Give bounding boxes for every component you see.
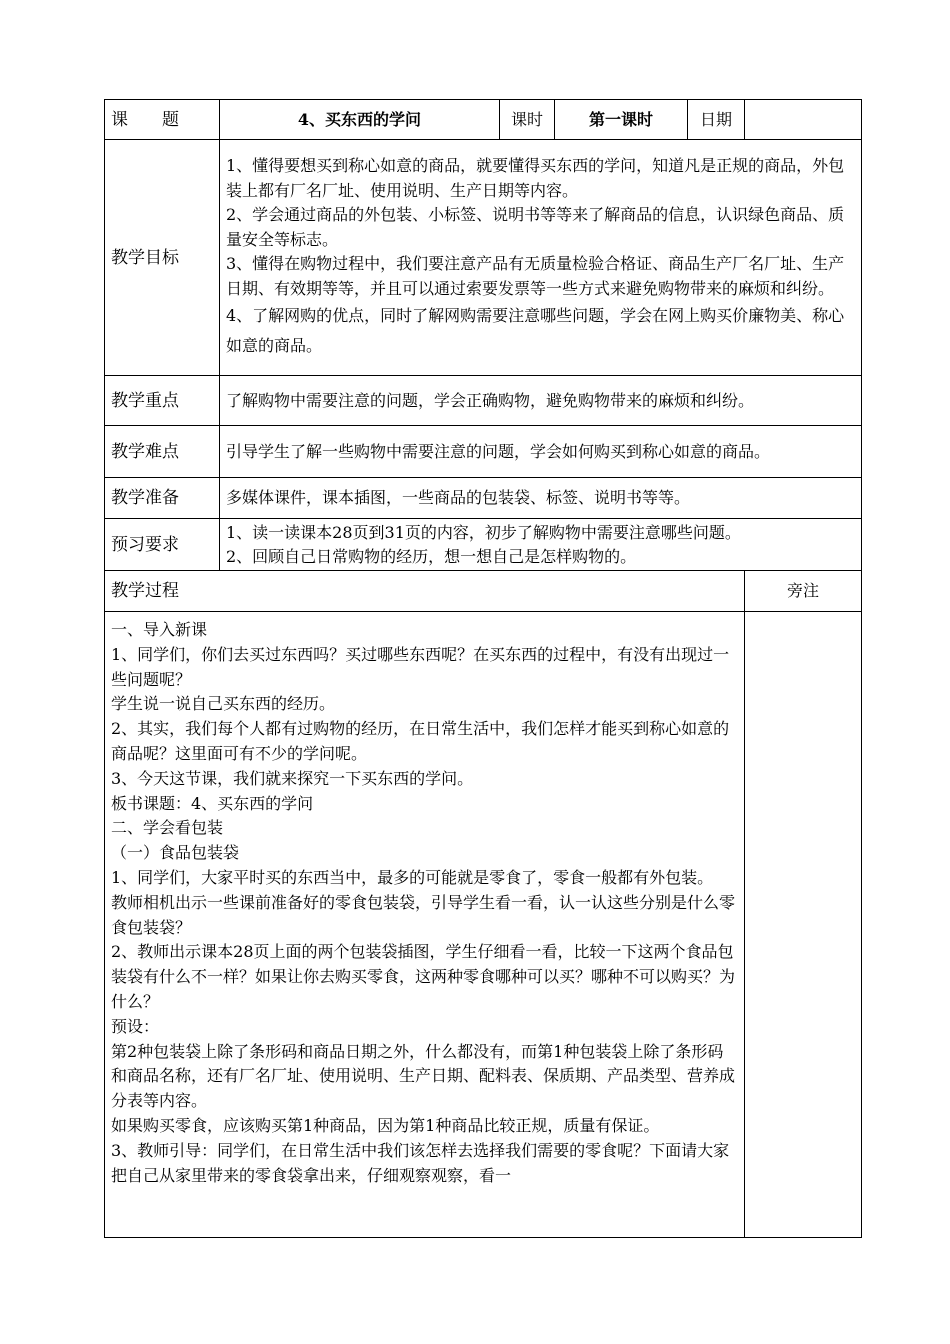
process-paragraph: 2、教师出示课本28页上面的两个包装袋插图，学生仔细看一看，比较一下这两个食品包装袋有什么不一样？如果让你去购买零食，这两种零食哪种可以买？哪种不可以购买？为什么？	[111, 942, 736, 1011]
preview-label: 预习要求	[105, 519, 220, 571]
preview-item: 1、读一读课本28页到31页的内容，初步了解购物中需要注意哪些问题。	[226, 522, 741, 542]
notes-label: 旁注	[745, 571, 862, 612]
goal-item: 1、懂得要想买到称心如意的商品，就要懂得买东西的学问，知道凡是正规的商品，外包装上都有厂名厂址、使用说明、生产日期等内容。	[226, 156, 845, 200]
notes-content	[745, 612, 862, 1238]
period-value: 第一课时	[555, 100, 688, 140]
process-label: 教学过程	[105, 571, 745, 612]
preview-item: 2、回顾自己日常购物的经历，想一想自己是怎样购物的。	[226, 546, 637, 566]
difficulties-label: 教学难点	[105, 426, 220, 478]
preview-row	[105, 519, 862, 571]
process-paragraph: 学生说一说自己买东西的经历。	[111, 694, 336, 714]
key-points-row	[105, 376, 862, 426]
process-paragraph: 第2种包装袋上除了条形码和商品日期之外，什么都没有，而第1种包装袋上除了条形码和商品名称，还有厂名厂址、使用说明、生产日期、配料表、保质期、产品类型、营养成分表等内容。	[111, 1041, 736, 1111]
process-paragraph: 3、教师引导：同学们，在日常生活中我们该怎样去选择我们需要的零食呢？下面请大家把自己从家里带来的零食袋拿出来，仔细观察观察，看一	[111, 1140, 730, 1185]
goal-item: 2、学会通过商品的外包装、小标签、说明书等等来了解商品的信息，认识绿色商品、质量安全等标志。	[226, 205, 845, 249]
lesson-plan-page	[104, 99, 861, 1238]
process-paragraph: 二、学会看包装	[111, 818, 224, 838]
process-header-row	[105, 571, 862, 612]
preparation-row	[105, 478, 862, 519]
process-content	[105, 612, 745, 1238]
key-points-label: 教学重点	[105, 376, 220, 426]
process-paragraph: 3、今天这节课，我们就来探究一下买东西的学问。	[111, 768, 474, 788]
goal-item: 3、懂得在购物过程中，我们要注意产品有无质量检验合格证、商品生产厂名厂址、生产日期、有效期等等，并且可以通过索要发票等一些方式来避免购物带来的麻烦和纠纷。	[226, 254, 845, 298]
header-row	[105, 100, 862, 140]
key-points-content: 了解购物中需要注意的问题，学会正确购物，避免购物带来的麻烦和纠纷。	[220, 376, 862, 426]
lesson-plan-table	[104, 99, 862, 1238]
process-paragraph: 板书课题：4、买东西的学问	[111, 793, 314, 813]
process-row	[105, 612, 862, 1238]
preview-content	[220, 519, 862, 571]
date-value	[745, 100, 862, 140]
topic-label: 课 题	[105, 100, 220, 140]
goals-content	[220, 140, 862, 376]
goals-label: 教学目标	[105, 140, 220, 376]
goal-item: 4、了解网购的优点，同时了解网购需要注意哪些问题，学会在网上购买价廉物美、称心如意的商品。	[226, 306, 845, 355]
process-paragraph: 预设：	[111, 1016, 160, 1036]
difficulties-row	[105, 426, 862, 478]
date-label: 日期	[688, 100, 745, 140]
difficulties-content: 引导学生了解一些购物中需要注意的问题，学会如何购买到称心如意的商品。	[220, 426, 862, 478]
preparation-label: 教学准备	[105, 478, 220, 519]
period-label: 课时	[500, 100, 555, 140]
process-paragraph: 1、同学们，大家平时买的东西当中，最多的可能就是零食了，零食一般都有外包装。	[111, 867, 714, 887]
preparation-content: 多媒体课件，课本插图，一些商品的包装袋、标签、说明书等等。	[220, 478, 862, 519]
process-paragraph: 1、同学们，你们去买过东西吗？买过哪些东西呢？在买东西的过程中，有没有出现过一些问题呢？	[111, 644, 730, 689]
process-paragraph: 教师相机出示一些课前准备好的零食包装袋，引导学生看一看，认一认这些分别是什么零食包装袋？	[111, 892, 736, 937]
topic-value: 4、买东西的学问	[220, 100, 500, 140]
process-paragraph: 一、导入新课	[111, 620, 208, 639]
process-paragraph: 如果购买零食，应该购买第1种商品，因为第1种商品比较正规，质量有保证。	[111, 1115, 660, 1135]
goals-row	[105, 140, 862, 376]
process-paragraph: 2、其实，我们每个人都有过购物的经历，在日常生活中，我们怎样才能买到称心如意的商品呢？这里面可有不少的学问呢。	[111, 719, 730, 763]
process-paragraph: （一）食品包装袋	[111, 843, 240, 863]
